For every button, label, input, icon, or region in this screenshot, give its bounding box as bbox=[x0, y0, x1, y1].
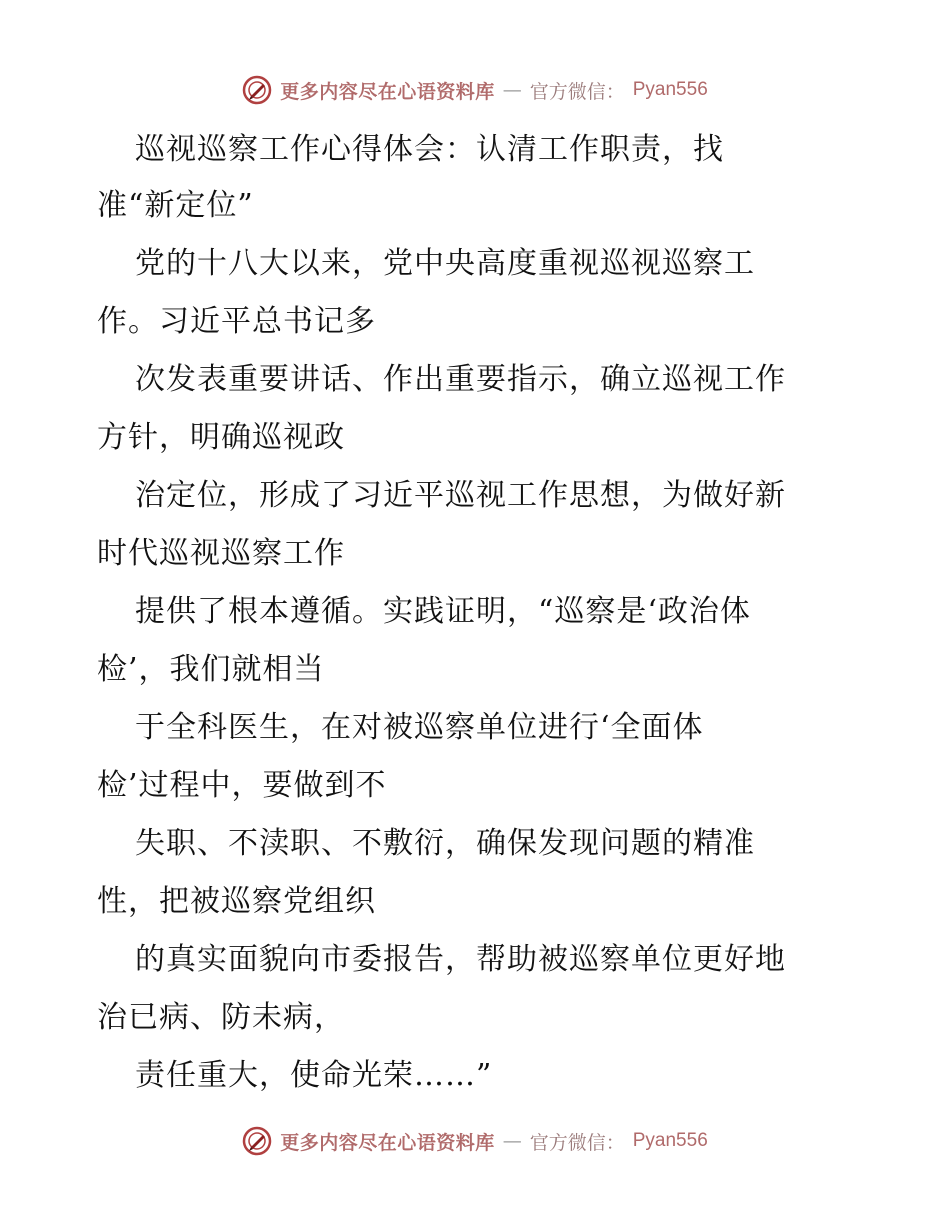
footer-watermark-banner bbox=[0, 1121, 950, 1161]
doc-line: 党的十八大以来，党中央高度重视巡视巡察工 bbox=[135, 246, 755, 281]
banner-wechat-label: 官方微信： bbox=[529, 80, 625, 103]
pen-logo-icon bbox=[242, 75, 272, 105]
doc-line: 作。习近平总书记多 bbox=[97, 304, 376, 339]
doc-line: 检’，我们就相当 bbox=[97, 652, 325, 687]
banner-wechat-id: Pyan556 bbox=[632, 1130, 708, 1151]
doc-line: 方针，明确巡视政 bbox=[97, 420, 345, 455]
banner-separator: — bbox=[502, 1130, 522, 1152]
doc-line: 提供了根本遵循。实践证明，“巡察是‘政治体 bbox=[135, 594, 751, 629]
doc-line: 性，把被巡察党组织 bbox=[97, 884, 376, 919]
doc-line: 时代巡视巡察工作 bbox=[97, 536, 345, 571]
doc-line: 的真实面貌向市委报告，帮助被巡察单位更好地 bbox=[135, 942, 786, 977]
doc-line: 检’过程中，要做到不 bbox=[97, 768, 387, 803]
doc-line: 责任重大，使命光荣……” bbox=[135, 1058, 493, 1093]
doc-line: 次发表重要讲话、作出重要指示，确立巡视工作 bbox=[135, 362, 786, 397]
doc-line: 失职、不渎职、不敷衍，确保发现问题的精准 bbox=[135, 826, 755, 861]
banner-text: 更多内容尽在心语资料库 bbox=[280, 80, 495, 103]
doc-line: 巡视巡察工作心得体会：认清工作职责，找 bbox=[135, 132, 724, 167]
header-watermark-banner bbox=[0, 70, 950, 110]
banner-separator: — bbox=[502, 79, 522, 101]
doc-line: 治定位，形成了习近平巡视工作思想，为做好新 bbox=[135, 478, 786, 513]
pen-logo-icon bbox=[242, 1126, 272, 1156]
banner-wechat-id: Pyan556 bbox=[632, 79, 708, 100]
doc-line: 治已病、防未病， bbox=[97, 1000, 345, 1035]
banner-wechat-label: 官方微信： bbox=[529, 1131, 625, 1154]
banner-text: 更多内容尽在心语资料库 bbox=[280, 1131, 495, 1154]
doc-line: 准“新定位” bbox=[97, 188, 254, 223]
doc-line: 于全科医生，在对被巡察单位进行‘全面体 bbox=[135, 710, 704, 745]
